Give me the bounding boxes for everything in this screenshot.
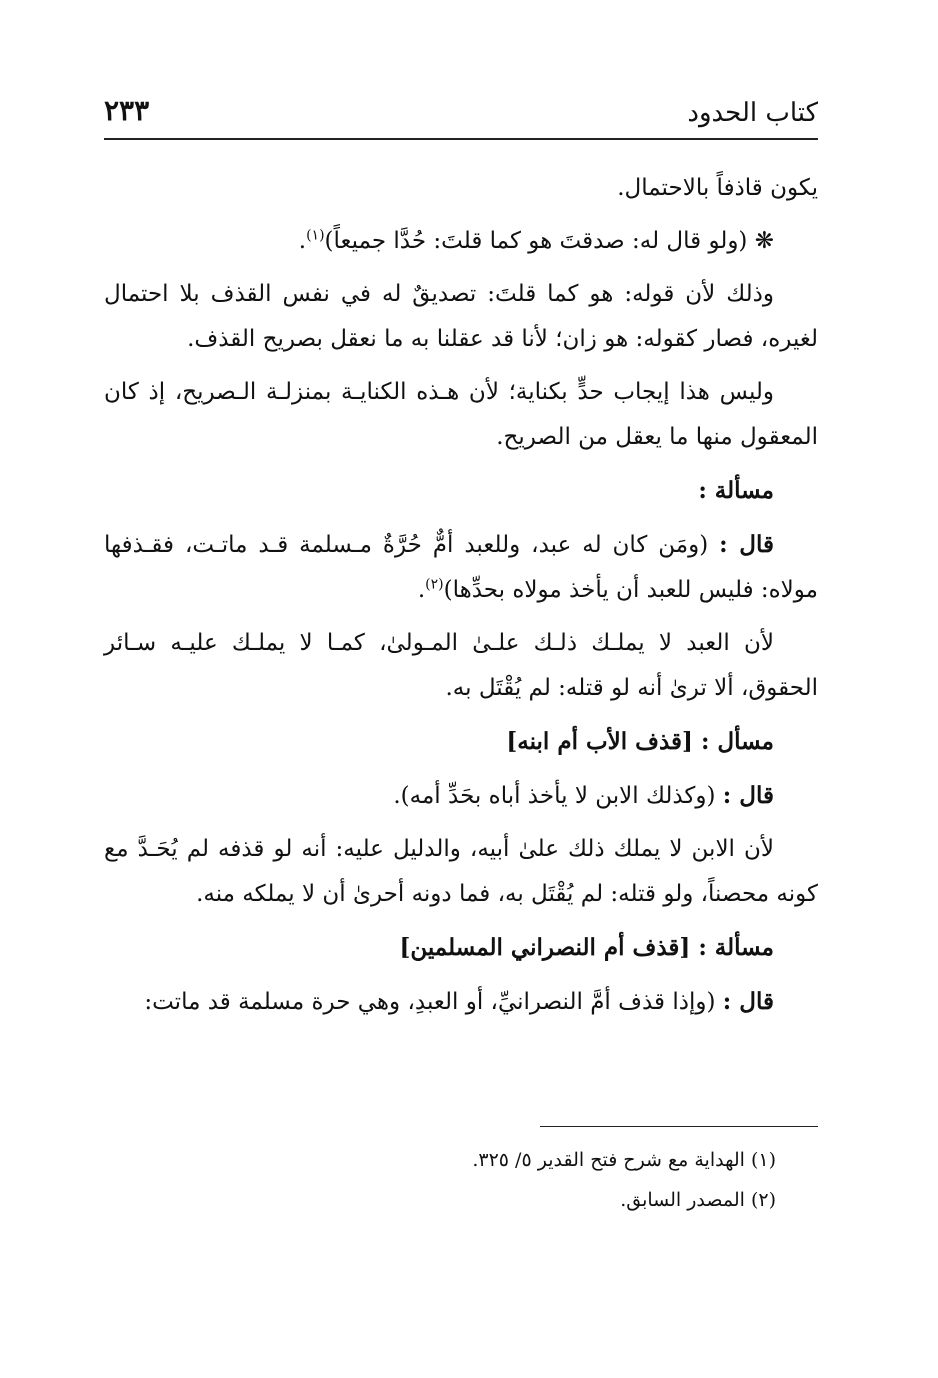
paragraph xyxy=(104,370,818,460)
paragraph-text: لأن الابن لا يملك ذلك علىٰ أبيه، والدليل عليه: أنه لو قذفه لم يُحَـدَّ مع كونه محصناً، ولو قتله: لم يُقْتَل به، فما دونه أحرىٰ أن لا يملكه منه. xyxy=(104,836,818,907)
chapter-title: كتاب الحدود xyxy=(687,98,818,128)
paragraph xyxy=(104,621,818,711)
paragraph-text: (ومَن كان له عبد، وللعبد أمٌّ حُرَّةٌ مـسلمة قـد ماتـت، فقـذفها مولاه: فليس للعبد أن يأخذ مولاه بحدِّها) xyxy=(104,532,818,603)
paragraph xyxy=(104,925,818,971)
paragraph xyxy=(104,468,818,514)
paragraph xyxy=(104,773,818,819)
section-heading: [قذف أم النصراني المسلمين] xyxy=(399,934,699,961)
paragraph xyxy=(104,522,818,613)
paragraph-text: وذلك لأن قوله: هو كما قلتَ: تصديقٌ له في نفس القذف بلا احتمال لغيره، فصار كقوله: هو زان؛ لأنا قد عقلنا به ما نعقل بصريح القذف. xyxy=(104,281,818,352)
paragraph-text: (وإذا قذف أمَّ النصرانيِّ، أو العبدِ، وهي حرة مسلمة قد ماتت: xyxy=(144,989,723,1015)
issue-label: قال : xyxy=(722,782,774,809)
issue-label: قال : xyxy=(719,531,774,558)
footnote-item: (١) الهداية مع شرح فتح القدير ٥/ ٣٢٥. xyxy=(472,1149,776,1171)
footnote-item: (٢) المصدر السابق. xyxy=(620,1189,776,1211)
page-number: ٢٣٣ xyxy=(104,94,150,127)
paragraph xyxy=(104,166,818,211)
footnote-marker[interactable]: (٢) xyxy=(425,576,444,593)
section-heading: [قذف الأب أم ابنه] xyxy=(506,728,701,755)
issue-label: مسألة : xyxy=(698,934,774,961)
paragraph-text: وليس هذا إيجاب حدٍّ بكناية؛ لأن هـذه الكنايـة بمنزلـة الـصريح، إذ كان المعقول منها ما يعقل من الصريح. xyxy=(104,379,818,450)
paragraph xyxy=(104,979,818,1025)
paragraph xyxy=(104,219,818,264)
main-text xyxy=(104,166,818,1033)
footnote-marker[interactable]: (١) xyxy=(306,227,325,244)
issue-label: قال : xyxy=(722,988,774,1015)
running-header xyxy=(104,88,818,140)
issue-label: مسأل : xyxy=(700,728,774,755)
sentence-end: . xyxy=(298,228,307,254)
paragraph-text: ❋ (ولو قال له: صدقتَ هو كما قلتَ: حُدَّا جميعاً) xyxy=(324,228,774,254)
paragraph xyxy=(104,719,818,765)
paragraph-text: لأن العبد لا يملـك ذلـك علـىٰ المـولىٰ، كمـا لا يملـك عليـه سـائر الحقوق، ألا ترىٰ أنه لو قتله: لم يُقْتَل به. xyxy=(104,630,818,701)
paragraph xyxy=(104,272,818,362)
sentence-end: . xyxy=(417,577,426,603)
paragraph xyxy=(104,827,818,917)
footnotes xyxy=(104,1140,776,1220)
paragraph-text: يكون قاذفاً بالاحتمال. xyxy=(617,175,818,201)
paragraph-text: (وكذلك الابن لا يأخذ أباه بحَدِّ أمه). xyxy=(393,783,723,809)
issue-label: مسألة : xyxy=(698,477,774,504)
footnote-divider xyxy=(540,1126,818,1127)
